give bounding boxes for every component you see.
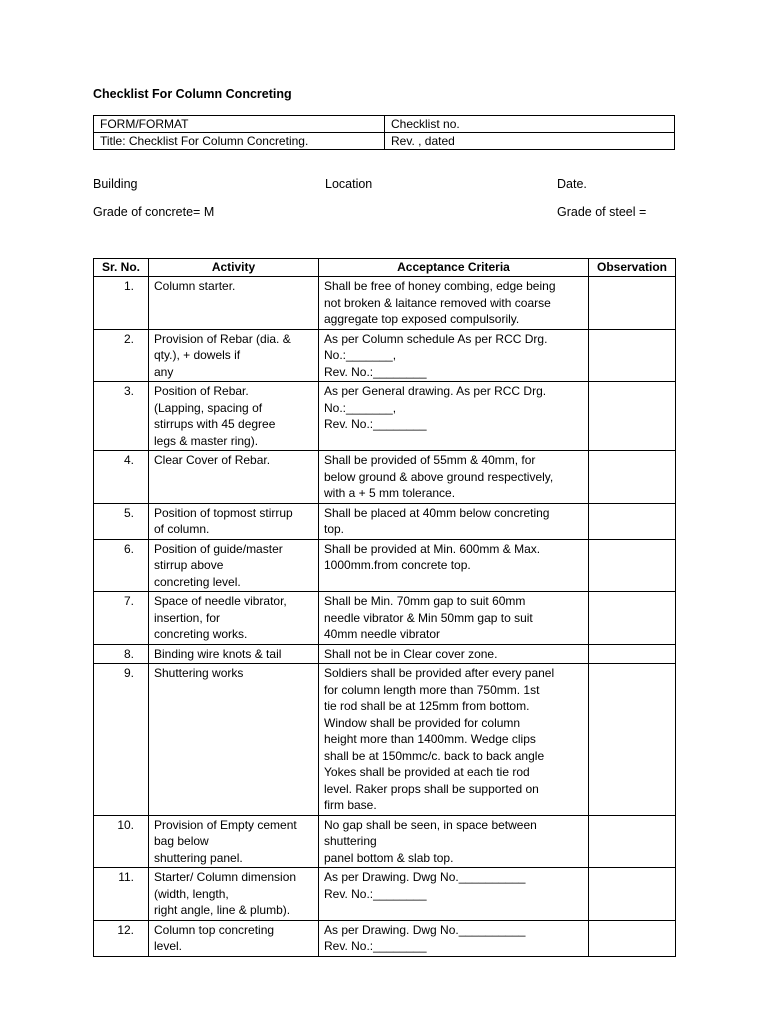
activity-line: Position of topmost stirrup bbox=[154, 505, 293, 520]
row-observation[interactable] bbox=[589, 503, 676, 539]
row-observation[interactable] bbox=[589, 920, 676, 956]
row-sr-no: 7. bbox=[94, 592, 149, 645]
activity-line: insertion, for bbox=[154, 610, 221, 625]
row-acceptance-criteria bbox=[319, 277, 589, 330]
row-activity bbox=[149, 277, 319, 330]
header-observation: Observation bbox=[589, 259, 676, 277]
criteria-line: As per Drawing. Dwg No.__________ bbox=[324, 870, 526, 884]
activity-line: of column. bbox=[154, 522, 210, 536]
row-observation[interactable] bbox=[589, 451, 676, 504]
activity-line: Binding wire knots & tail bbox=[154, 646, 282, 661]
header-sr-no: Sr. No. bbox=[94, 259, 149, 277]
criteria-line: with a + 5 mm tolerance. bbox=[324, 486, 456, 500]
row-observation[interactable] bbox=[589, 277, 676, 330]
row-sr-no: 5. bbox=[94, 503, 149, 539]
row-observation[interactable] bbox=[589, 382, 676, 451]
criteria-line: Rev. No.:________ bbox=[324, 417, 427, 431]
row-activity bbox=[149, 644, 319, 664]
row-acceptance-criteria bbox=[319, 815, 589, 868]
table-row bbox=[94, 815, 676, 868]
activity-line: level. bbox=[154, 939, 183, 953]
table-row bbox=[94, 451, 676, 504]
row-activity bbox=[149, 920, 319, 956]
row-sr-no: 1. bbox=[94, 277, 149, 330]
activity-line: (Lapping, spacing of bbox=[154, 400, 263, 415]
form-format-cell: FORM/FORMAT bbox=[94, 116, 385, 133]
criteria-line: shuttering bbox=[324, 834, 377, 848]
row-activity bbox=[149, 815, 319, 868]
activity-line: Position of guide/master bbox=[154, 541, 283, 556]
table-row bbox=[94, 382, 676, 451]
criteria-line: Rev. No.:________ bbox=[324, 364, 427, 379]
row-sr-no: 10. bbox=[94, 815, 149, 868]
criteria-line: No.:_______, bbox=[324, 348, 397, 362]
activity-line: shuttering panel. bbox=[154, 850, 243, 865]
activity-line: stirrup above bbox=[154, 558, 224, 572]
row-acceptance-criteria bbox=[319, 868, 589, 921]
date-label: Date. bbox=[557, 177, 587, 191]
criteria-line: Window shall be provided for column bbox=[324, 715, 521, 730]
activity-line: concreting works. bbox=[154, 627, 248, 641]
activity-line: Clear Cover of Rebar. bbox=[154, 453, 271, 467]
table-row bbox=[94, 868, 676, 921]
checklist-no-cell: Checklist no. bbox=[385, 116, 675, 133]
criteria-line: No gap shall be seen, in space between bbox=[324, 817, 537, 832]
row-activity bbox=[149, 539, 319, 592]
criteria-line: level. Raker props shall be supported on bbox=[324, 781, 539, 796]
criteria-line: Shall be placed at 40mm below concreting bbox=[324, 505, 550, 520]
row-observation[interactable] bbox=[589, 815, 676, 868]
table-row bbox=[94, 329, 676, 382]
criteria-line: Shall not be in Clear cover zone. bbox=[324, 646, 498, 661]
table-row bbox=[94, 644, 676, 664]
criteria-line: tie rod shall be at 125mm from bottom. bbox=[324, 699, 530, 713]
criteria-line: Rev. No.:________ bbox=[324, 939, 427, 953]
row-sr-no: 6. bbox=[94, 539, 149, 592]
criteria-line: As per Drawing. Dwg No.__________ bbox=[324, 922, 526, 937]
row-acceptance-criteria bbox=[319, 664, 589, 816]
activity-line: bag below bbox=[154, 834, 209, 848]
row-acceptance-criteria bbox=[319, 451, 589, 504]
row-acceptance-criteria bbox=[319, 503, 589, 539]
row-observation[interactable] bbox=[589, 868, 676, 921]
row-activity bbox=[149, 382, 319, 451]
criteria-line: top. bbox=[324, 522, 345, 536]
criteria-line: not broken & laitance removed with coarse bbox=[324, 295, 551, 310]
criteria-line: No.:_______, bbox=[324, 400, 397, 415]
criteria-line: Soldiers shall be provided after every panel bbox=[324, 666, 555, 680]
building-label: Building bbox=[93, 177, 138, 191]
activity-line: stirrups with 45 degree bbox=[154, 417, 276, 431]
row-acceptance-criteria bbox=[319, 382, 589, 451]
criteria-line: firm base. bbox=[324, 798, 377, 812]
location-label: Location bbox=[325, 177, 373, 191]
row-sr-no: 8. bbox=[94, 644, 149, 664]
activity-line: Space of needle vibrator, bbox=[154, 594, 287, 608]
table-row bbox=[94, 539, 676, 592]
activity-line: Column starter. bbox=[154, 279, 236, 293]
revision-cell: Rev. , dated bbox=[385, 133, 675, 150]
row-observation[interactable] bbox=[589, 644, 676, 664]
criteria-line: aggregate top exposed compulsorily. bbox=[324, 312, 520, 326]
row-observation[interactable] bbox=[589, 664, 676, 816]
row-activity bbox=[149, 592, 319, 645]
row-acceptance-criteria bbox=[319, 592, 589, 645]
form-row bbox=[94, 133, 675, 150]
form-title-cell: Title: Checklist For Column Concreting. bbox=[94, 133, 385, 150]
criteria-line: Shall be Min. 70mm gap to suit 60mm bbox=[324, 594, 526, 608]
form-header-table bbox=[93, 115, 675, 150]
criteria-line: Rev. No.:________ bbox=[324, 886, 427, 901]
grade-concrete-label: Grade of concrete= M bbox=[93, 205, 215, 219]
checklist-table bbox=[93, 258, 676, 957]
criteria-line: panel bottom & slab top. bbox=[324, 850, 454, 865]
criteria-line: Shall be free of honey combing, edge being bbox=[324, 279, 556, 293]
table-row bbox=[94, 664, 676, 816]
criteria-line: needle vibrator & Min 50mm gap to suit bbox=[324, 610, 533, 625]
row-activity bbox=[149, 329, 319, 382]
criteria-line: As per General drawing. As per RCC Drg. bbox=[324, 384, 547, 398]
criteria-line: Shall be provided of 55mm & 40mm, for bbox=[324, 453, 536, 467]
grade-steel-label: Grade of steel = bbox=[557, 205, 647, 219]
row-acceptance-criteria bbox=[319, 539, 589, 592]
header-activity: Activity bbox=[149, 259, 319, 277]
activity-line: concreting level. bbox=[154, 574, 241, 589]
row-acceptance-criteria bbox=[319, 920, 589, 956]
row-acceptance-criteria bbox=[319, 329, 589, 382]
activity-line: Shuttering works bbox=[154, 666, 244, 680]
form-row bbox=[94, 116, 675, 133]
table-row bbox=[94, 592, 676, 645]
activity-line: Position of Rebar. bbox=[154, 384, 249, 398]
row-sr-no: 12. bbox=[94, 920, 149, 956]
row-activity bbox=[149, 451, 319, 504]
row-sr-no: 9. bbox=[94, 664, 149, 816]
row-observation[interactable] bbox=[589, 592, 676, 645]
criteria-line: height more than 1400mm. Wedge clips bbox=[324, 732, 536, 746]
activity-line: any bbox=[154, 364, 174, 379]
row-sr-no: 4. bbox=[94, 451, 149, 504]
row-sr-no: 3. bbox=[94, 382, 149, 451]
row-activity bbox=[149, 868, 319, 921]
activity-line: Provision of Empty cement bbox=[154, 817, 297, 832]
table-header-row bbox=[94, 259, 676, 277]
row-sr-no: 11. bbox=[94, 868, 149, 921]
table-row bbox=[94, 920, 676, 956]
row-observation[interactable] bbox=[589, 539, 676, 592]
criteria-line: 40mm needle vibrator bbox=[324, 627, 441, 641]
row-acceptance-criteria bbox=[319, 644, 589, 664]
activity-line: right angle, line & plumb). bbox=[154, 903, 291, 917]
page-title: Checklist For Column Concreting bbox=[93, 87, 292, 101]
table-row bbox=[94, 277, 676, 330]
criteria-line: As per Column schedule As per RCC Drg. bbox=[324, 331, 548, 346]
activity-line: legs & master ring). bbox=[154, 433, 259, 448]
criteria-line: Yokes shall be provided at each tie rod bbox=[324, 765, 530, 779]
criteria-line: shall be at 150mmc/c. back to back angle bbox=[324, 748, 545, 763]
activity-line: (width, length, bbox=[154, 886, 229, 901]
activity-line: Column top concreting bbox=[154, 922, 275, 937]
activity-line: Starter/ Column dimension bbox=[154, 870, 297, 884]
row-observation[interactable] bbox=[589, 329, 676, 382]
table-body bbox=[94, 277, 676, 957]
header-acceptance-criteria: Acceptance Criteria bbox=[319, 259, 589, 277]
activity-line: qty.), + dowels if bbox=[154, 348, 241, 362]
table-row bbox=[94, 503, 676, 539]
criteria-line: below ground & above ground respectively, bbox=[324, 469, 554, 484]
row-activity bbox=[149, 503, 319, 539]
row-sr-no: 2. bbox=[94, 329, 149, 382]
criteria-line: 1000mm.from concrete top. bbox=[324, 558, 471, 572]
row-activity bbox=[149, 664, 319, 816]
activity-line: Provision of Rebar (dia. & bbox=[154, 331, 291, 346]
criteria-line: for column length more than 750mm. 1st bbox=[324, 682, 540, 697]
criteria-line: Shall be provided at Min. 600mm & Max. bbox=[324, 541, 541, 556]
